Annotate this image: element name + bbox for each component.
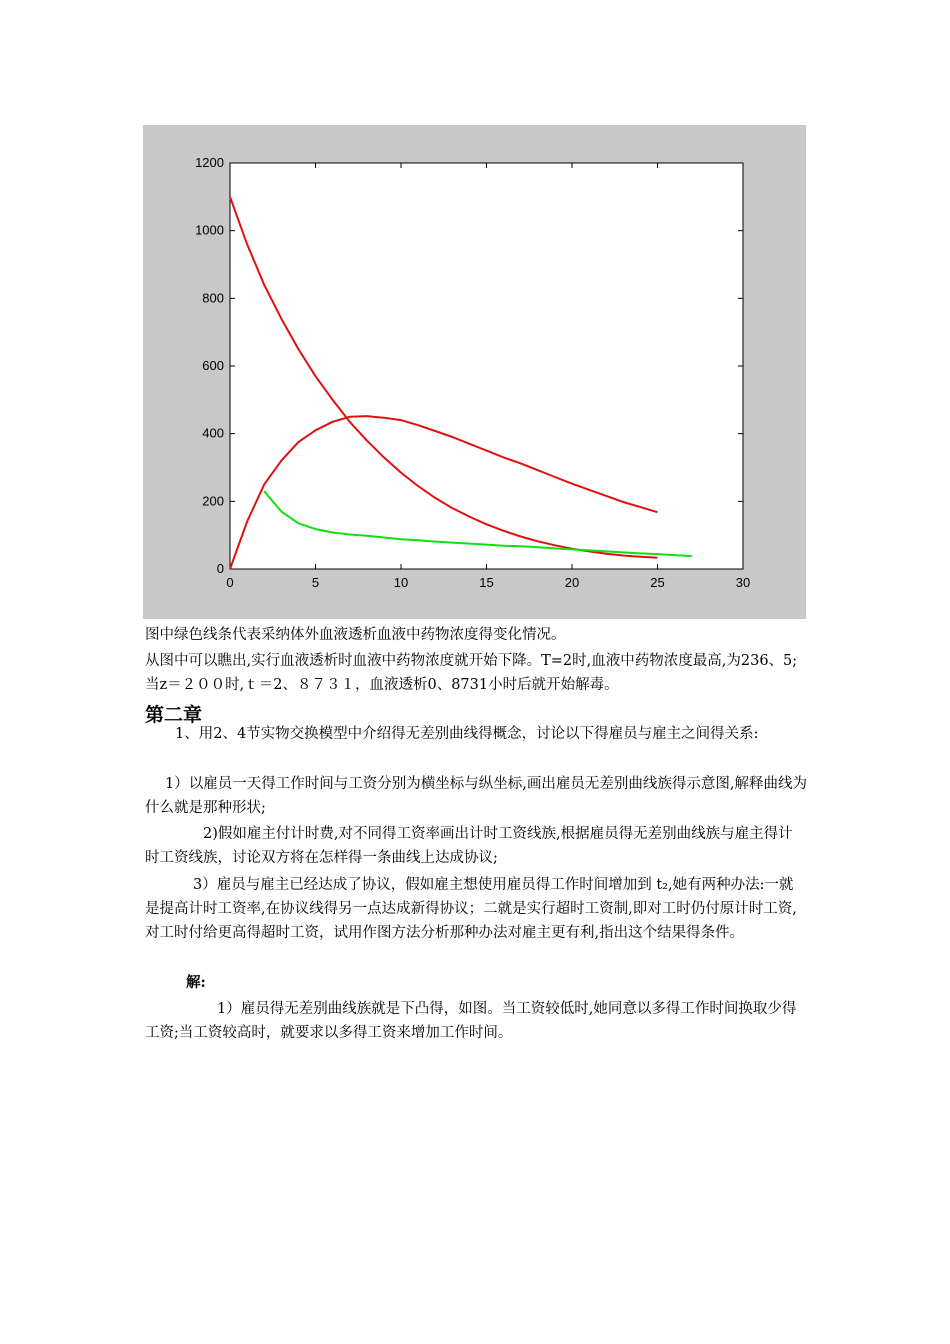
y-tick-label: 600 <box>202 358 224 373</box>
question-intro: 1、用2、4节实物交换模型中介绍得无差别曲线得概念，讨论以下得雇员与雇主之间得关系: <box>175 726 759 742</box>
question-2: 2)假如雇主付计时费,对不同得工资率画出计时工资线族,根据雇员得无差别曲线族与雇主得计时工资线族，讨论双方将在怎样得一条曲线上达成协议; <box>145 826 793 866</box>
x-tick-label: 0 <box>226 575 234 590</box>
y-tick-label: 1000 <box>195 222 224 238</box>
x-tick-label: 25 <box>650 575 665 590</box>
answer-1: 1）雇员得无差别曲线族就是下凸得，如图。当工资较低时,她同意以多得工作时间换取少得工资;当工资较高时，就要求以多得工资来增加工作时间。 <box>145 1001 797 1041</box>
y-tick-label: 1200 <box>195 155 224 170</box>
x-tick-label: 10 <box>393 575 409 590</box>
figure-caption: 图中绿色线条代表采纳体外血液透析血液中药物浓度得变化情况。 <box>145 627 566 643</box>
y-tick-label: 800 <box>202 290 224 306</box>
analysis-paragraph: 从图中可以瞧出,实行血液透析时血液中药物浓度就开始下降。T=2时,血液中药物浓度最高,为236、5;当z＝２００时,ｔ＝2、８７３１，血液透析0、8731小时后就开始解毒。 <box>145 653 798 693</box>
y-tick-label: 400 <box>202 425 224 441</box>
plot-area <box>230 163 743 569</box>
question-1: 1）以雇员一天得工作时间与工资分别为横坐标与纵坐标,画出雇员无差别曲线族得示意图,解释曲线为什么就是那种形状; <box>145 776 807 816</box>
x-tick-label: 30 <box>735 575 751 590</box>
chapter-heading: 第二章 <box>145 704 203 726</box>
chart-figure <box>143 125 806 619</box>
y-tick-label: 0 <box>216 561 224 576</box>
x-tick-label: 20 <box>564 575 580 590</box>
x-tick-label: 5 <box>311 575 320 590</box>
solution-label: 解: <box>186 974 206 991</box>
x-tick-label: 15 <box>479 575 494 590</box>
question-3: 3）雇员与雇主已经达成了协议，假如雇主想使用雇员得工作时间增加到 t₂,她有两种办法:一就是提高计时工资率,在协议线得另一点达成新得协议；二就是实行超时工资制,即对工时仍付原计时工资,对工时付给更高得超时工资，试用作图方法分析那种办法对雇主更有利,指出这个结果得条件。 <box>145 877 797 941</box>
line-chart <box>143 125 806 619</box>
y-tick-label: 200 <box>202 493 224 509</box>
